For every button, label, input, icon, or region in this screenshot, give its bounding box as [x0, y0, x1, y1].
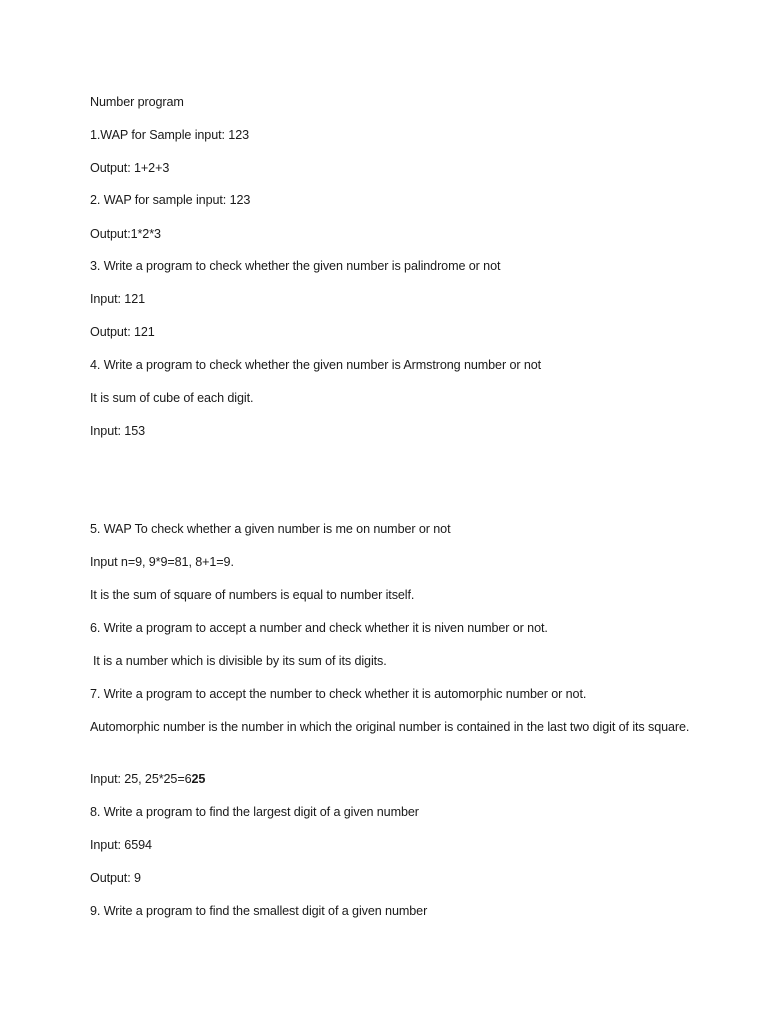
input-8: Input: 6594 [90, 838, 152, 852]
question-5: 5. WAP To check whether a given number is me on number or not [90, 522, 451, 536]
question-7: 7. Write a program to accept the number to check whether it is automorphic number or not. [90, 687, 587, 701]
document-title: Number program [90, 95, 184, 109]
question-8: 8. Write a program to find the largest digit of a given number [90, 805, 419, 819]
question-1: 1.WAP for Sample input: 123 [90, 128, 250, 142]
output-8: Output: 9 [90, 871, 141, 885]
input-3: Input: 121 [90, 292, 146, 306]
question-6: 6. Write a program to accept a number and check whether it is niven number or not. [90, 621, 548, 635]
input-7-text: Input: 25, 25*25=6 [90, 772, 192, 786]
output-2: Output:1*2*3 [90, 227, 161, 241]
question-2: 2. WAP for sample input: 123 [90, 193, 251, 207]
output-1: Output: 1+2+3 [90, 161, 170, 175]
input-5: Input n=9, 9*9=81, 8+1=9. [90, 555, 234, 569]
question-9: 9. Write a program to find the smallest digit of a given number [90, 904, 428, 918]
input-7 [90, 771, 205, 787]
description-5: It is the sum of square of numbers is equal to number itself. [90, 588, 415, 602]
description-6: It is a number which is divisible by its sum of its digits. [93, 654, 387, 668]
input-4: Input: 153 [90, 424, 146, 438]
question-4: 4. Write a program to check whether the given number is Armstrong number or not [90, 358, 542, 372]
question-3: 3. Write a program to check whether the given number is palindrome or not [90, 259, 501, 273]
input-7-bold-digits: 25 [191, 772, 206, 786]
description-7: Automorphic number is the number in which the original number is contained in the last two digit of its square. [90, 720, 690, 734]
description-4: It is sum of cube of each digit. [90, 391, 254, 405]
output-3: Output: 121 [90, 325, 155, 339]
